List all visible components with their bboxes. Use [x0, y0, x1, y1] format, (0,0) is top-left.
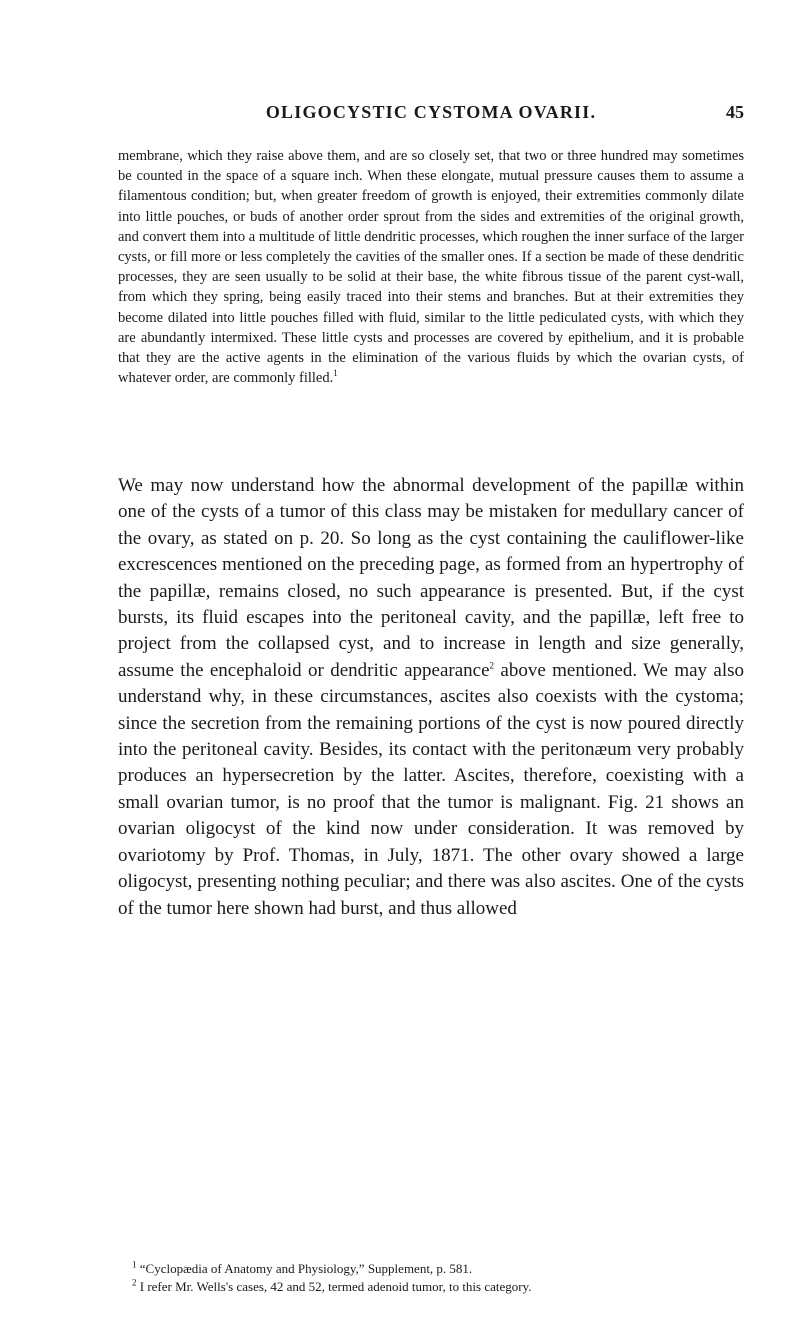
footnote-text: “Cyclopædia of Anatomy and Physiology,” Supplement, p. 581.: [136, 1261, 473, 1276]
paragraph-main: [118, 473, 744, 922]
footnote-text: I refer Mr. Wells's cases, 42 and 52, termed adenoid tumor, to this category.: [136, 1279, 532, 1294]
page-header: [118, 102, 744, 124]
footnote-ref-2: 2: [489, 660, 495, 671]
page-number: 45: [726, 102, 744, 122]
footnote: [118, 1260, 744, 1278]
footnotes: [118, 1260, 744, 1296]
footnote-marker: 1: [132, 1259, 137, 1270]
footnote-ref-1: 1: [333, 368, 338, 379]
paragraph-text-b: above mentioned. We may also understand why, in these circumstances, ascites also coexists with the cystoma; since the secretion from the remaining portions of the cyst is now poured directly into the peritoneal cavity. Besides, its contact with the peritonæum very probably produces an hypersecretion by the latter. Ascites, therefore, coexisting with a small ovarian tumor, is no proof that the tumor is malignant. Fig. 21 shows an ovarian oligocyst of the kind now under consideration. It was removed by ovariotomy by Prof. Thomas, in July, 1871. The other ovary showed a large oligocyst, presenting nothing peculiar; and there was also ascites. One of the cysts of the tumor here shown had burst, and thus allowed: [118, 659, 745, 919]
footnote: [118, 1278, 744, 1296]
footnote-marker: 2: [132, 1277, 137, 1288]
paragraph-continuation: [118, 146, 744, 388]
paragraph-text-a: We may now understand how the abnormal development of the papillæ within one of the cysts of a tumor of this class may be mistaken for medullary cancer of the ovary, as stated on p. 20. So long as the cyst containing the cauliflower-like excrescences mentioned on the preceding page, as formed from an hypertrophy of the papillæ, remains closed, no such appearance is presented. But, if the cyst bursts, its fluid escapes into the peritoneal cavity, and the papillæ, left free to project from the collapsed cyst, and to increase in length and size generally, assume the encephaloid or dendritic appearance: [118, 475, 744, 681]
running-head: OLIGOCYSTIC CYSTOMA OVARII.: [265, 102, 597, 122]
paragraph-text: membrane, which they raise above them, and are so closely set, that two or three hundred may sometimes be counted in the space of a square inch. When these elongate, mutual pressure causes them to assume a filamentous condition; but, when greater freedom of growth is enjoyed, their extremities commonly dilate into little pouches, or buds of another order sprout from the sides and extremities of the original growth, and convert them into a multitude of little dendritic processes, which roughen the inner surface of the larger cysts, or fill more or less completely the cavities of the smaller ones. If a section be made of these dendritic processes, they are seen usually to be solid at their base, the white fibrous tissue of the parent cyst-wall, from which they spring, being easily traced into their stems and branches. But at their extremities they become dilated into little pouches filled with fluid, similar to the little pediculated cysts, with which they are abundantly intermixed. These little cysts and processes are covered by epithelium, and it is probable that they are the active agents in the elimination of the various fluids by which the ovarian cysts, of whatever order, are commonly filled.: [118, 148, 744, 387]
